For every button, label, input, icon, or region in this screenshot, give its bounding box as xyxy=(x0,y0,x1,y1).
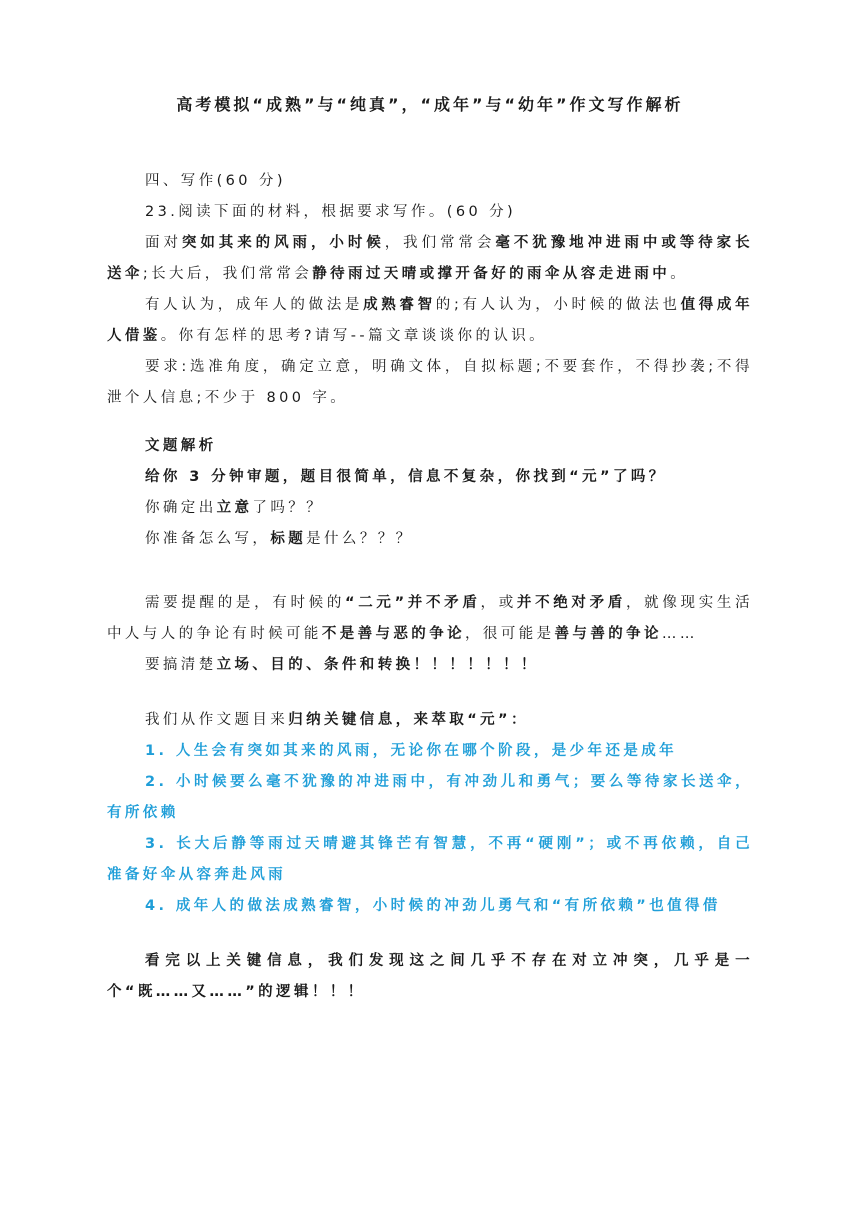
text-run: ;长大后，我们常常会 xyxy=(142,266,313,282)
text-run: 我们从作文题目来 xyxy=(145,712,289,728)
text-run: 有人认为，成年人的做法是 xyxy=(145,297,364,313)
text-run: 需要提醒的是，有时候的 xyxy=(145,595,345,611)
key-point-3: 3. 长大后静等雨过天晴避其锋芒有智慧，不再“硬刚”；或不再依赖，自己准备好伞从容奔赴风雨 xyxy=(107,836,753,883)
text-run: 的;有人认为，小时候的做法也 xyxy=(435,297,681,313)
analysis-question-2 xyxy=(107,493,753,524)
text-run: 。 xyxy=(670,266,689,282)
text-run: 了吗？？ xyxy=(252,500,325,516)
bold-run: 静待雨过天晴或撑开备好的雨伞从容走进雨中 xyxy=(312,266,671,282)
section-heading: 四、写作(60 分) xyxy=(145,173,286,189)
text-run: ，或 xyxy=(480,595,517,611)
bold-run: “二元”并不矛盾 xyxy=(345,595,481,611)
requirements-paragraph: 要求:选准角度，确定立意，明确文体，自拟标题;不要套作，不得抄袭;不得泄个人信息;不少于 800 字。 xyxy=(107,359,753,406)
material-paragraph-1 xyxy=(107,228,753,290)
analysis-question-3 xyxy=(107,524,753,555)
bold-run: 值得成年人借鉴 xyxy=(107,297,753,344)
analysis-question-1: 给你 3 分钟审题，题目很简单，信息不复杂，你找到“元”了吗？ xyxy=(145,469,667,485)
material-paragraph-2 xyxy=(107,290,753,352)
text-run: 。你有怎样的思考?请写--篇文章谈谈你的认识。 xyxy=(160,328,548,344)
text-run: ，就像现实生活中人与人的争论有时候可能 xyxy=(107,595,753,642)
key-point-1: 1. 人生会有突如其来的风雨，无论你在哪个阶段，是少年还是成年 xyxy=(145,743,678,759)
document-body xyxy=(107,166,753,1008)
key-point-4: 4. 成年人的做法成熟睿智，小时候的冲劲儿勇气和“有所依赖”也值得借 xyxy=(145,898,721,914)
text-run: ，我们常常会 xyxy=(384,235,496,251)
extract-intro xyxy=(107,705,753,736)
bold-run: 立场、目的、条件和转换！！！！！！！ xyxy=(216,657,539,673)
text-run: ，很可能是 xyxy=(465,626,555,642)
text-run: 面对 xyxy=(145,235,182,251)
bold-run: 立意 xyxy=(216,500,253,516)
bold-run: 成熟睿智 xyxy=(363,297,436,313)
reminder-paragraph xyxy=(107,588,753,650)
bold-run: 并不绝对矛盾 xyxy=(516,595,626,611)
text-run: …… xyxy=(661,626,698,642)
bold-run: 善与善的争论 xyxy=(554,626,662,642)
bold-run: 不是善与恶的争论 xyxy=(321,626,466,642)
text-run: 是什么？？？ xyxy=(306,531,414,547)
page-title: 高考模拟“成熟”与“纯真”，“成年”与“幼年”作文写作解析 xyxy=(176,95,684,114)
bold-run: 毫不犹豫地冲进雨中或等待家长送伞 xyxy=(107,235,753,282)
clarify-paragraph xyxy=(107,650,753,681)
text-run: 你确定出 xyxy=(145,500,217,516)
bold-run: 归纳关键信息，来萃取“元”： xyxy=(288,712,529,728)
bold-run: 标题 xyxy=(270,531,307,547)
text-run: 要搞清楚 xyxy=(145,657,217,673)
conclusion-paragraph: 看完以上关键信息，我们发现这之间几乎不存在对立冲突，几乎是一个“既……又……”的逻辑！！！ xyxy=(107,953,753,1000)
analysis-heading: 文题解析 xyxy=(145,438,217,454)
bold-run: 突如其来的风雨，小时候 xyxy=(181,235,385,251)
text-run: 你准备怎么写， xyxy=(145,531,271,547)
question-intro: 23.阅读下面的材料，根据要求写作。(60 分) xyxy=(145,204,517,220)
key-point-2: 2. 小时候要么毫不犹豫的冲进雨中，有冲劲儿和勇气；要么等待家长送伞，有所依赖 xyxy=(107,774,753,821)
